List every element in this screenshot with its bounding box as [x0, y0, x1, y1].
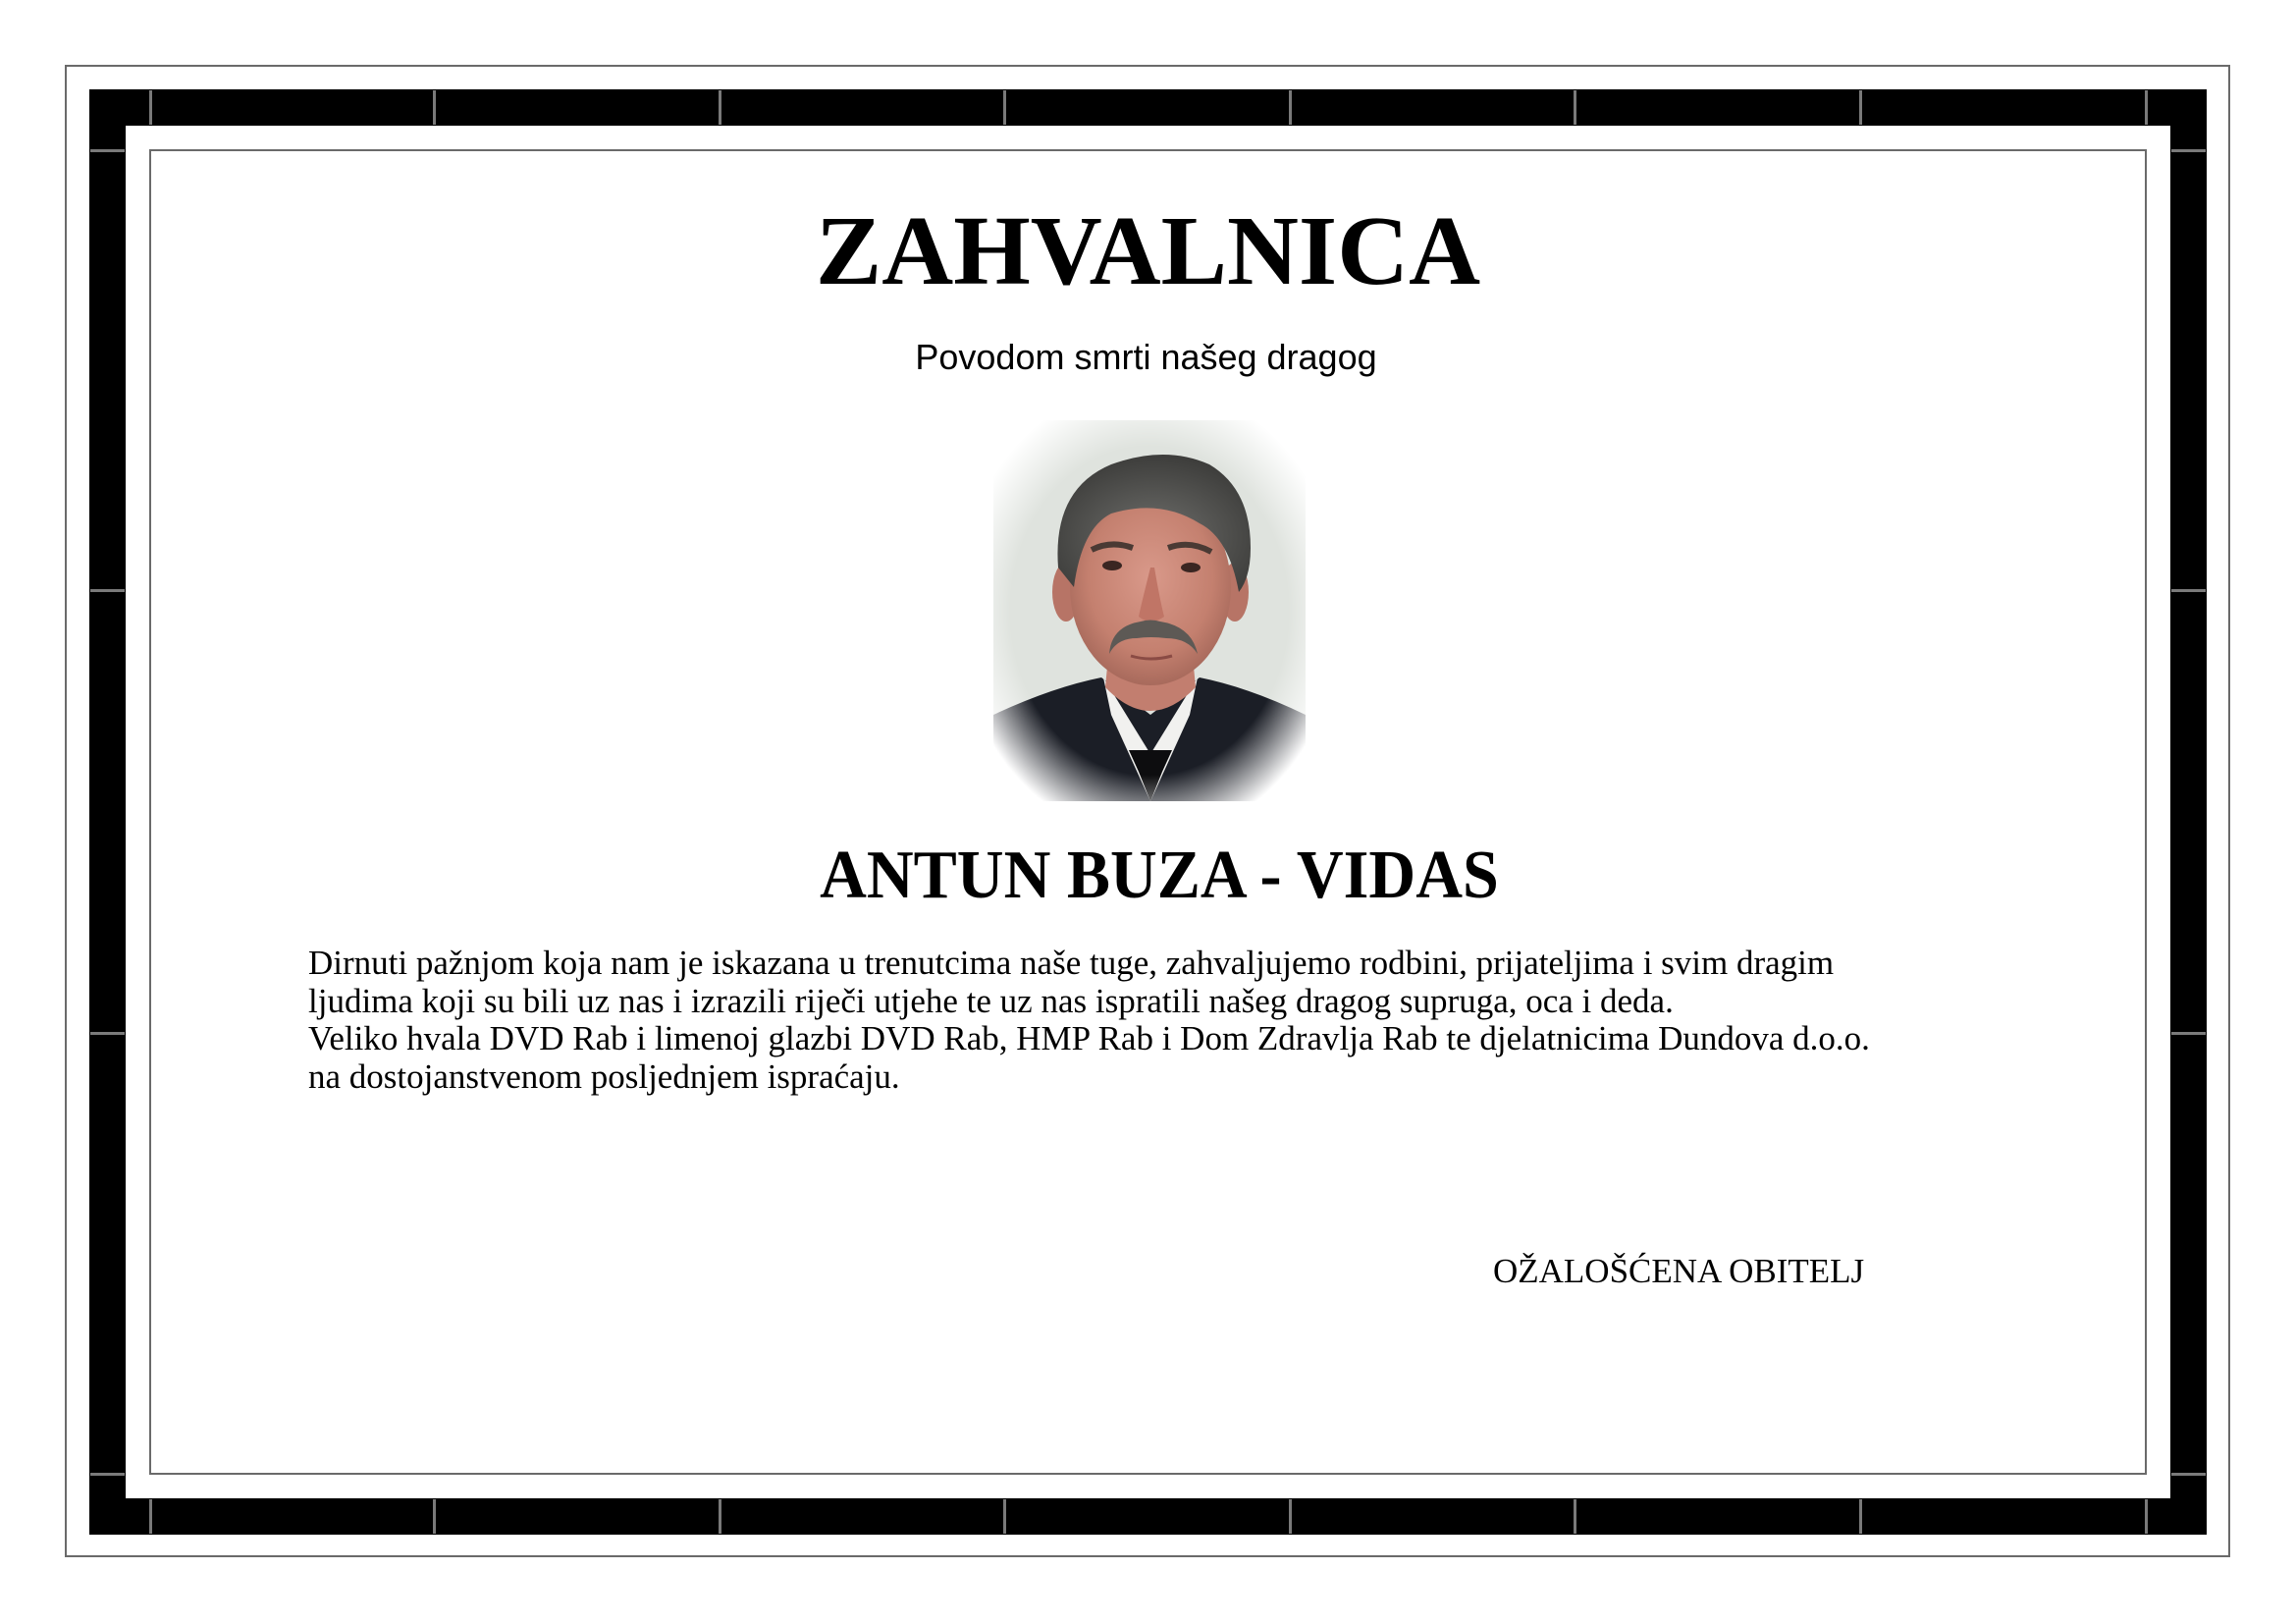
frame-divider: [1859, 1499, 1862, 1534]
frame-divider: [2171, 1473, 2206, 1476]
frame-divider: [149, 1499, 152, 1534]
message-line: Veliko hvala DVD Rab i limenoj glazbi DVD Rab, HMP Rab i Dom Zdravlja Rab te djelatnicima Dundova d.o.o.: [308, 1019, 1870, 1057]
frame-divider: [719, 1499, 721, 1534]
frame-divider: [2145, 1499, 2148, 1534]
page-title: ZAHVALNICA: [815, 195, 1481, 305]
frame-divider: [1289, 1499, 1292, 1534]
frame-divider: [2171, 589, 2206, 592]
frame-divider: [2171, 1032, 2206, 1035]
frame-divider: [90, 1473, 125, 1476]
frame-divider: [1574, 90, 1576, 125]
frame-band-top: [89, 89, 2207, 126]
frame-band-right: [2170, 89, 2207, 1535]
frame-divider: [1289, 90, 1292, 125]
message-line: Dirnuti pažnjom koja nam je iskazana u trenutcima naše tuge, zahvaljujemo rodbini, prijateljima i svim dragim: [308, 944, 1835, 982]
frame-divider: [1859, 90, 1862, 125]
frame-divider: [433, 90, 436, 125]
deceased-name-text: ANTUN BUZA - VIDAS: [819, 838, 1499, 913]
thank-you-message: [308, 945, 2105, 1096]
frame-divider: [90, 149, 125, 152]
message-line: na dostojanstvenom posljednjem ispraćaju.: [308, 1056, 900, 1096]
subtitle: Povodom smrti našeg dragog: [915, 337, 1377, 377]
deceased-name: [0, 837, 2296, 915]
frame-divider: [2171, 149, 2206, 152]
message-line: ljudima koji su bili uz nas i izrazili riječi utjehe te uz nas ispratili našeg dragog supruga, oca i deda.: [308, 981, 1674, 1020]
frame-divider: [2145, 90, 2148, 125]
frame-divider: [1003, 1499, 1006, 1534]
frame-divider: [149, 90, 152, 125]
portrait-photo: [993, 420, 1306, 801]
frame-divider: [1003, 90, 1006, 125]
frame-divider: [719, 90, 721, 125]
signature: OŽALOŠĆENA OBITELJ: [1493, 1252, 1865, 1290]
frame-band-bottom: [89, 1498, 2207, 1535]
frame-divider: [90, 1032, 125, 1035]
frame-divider: [1574, 1499, 1576, 1534]
frame-band-left: [89, 89, 126, 1535]
frame-divider: [433, 1499, 436, 1534]
frame-divider: [90, 589, 125, 592]
